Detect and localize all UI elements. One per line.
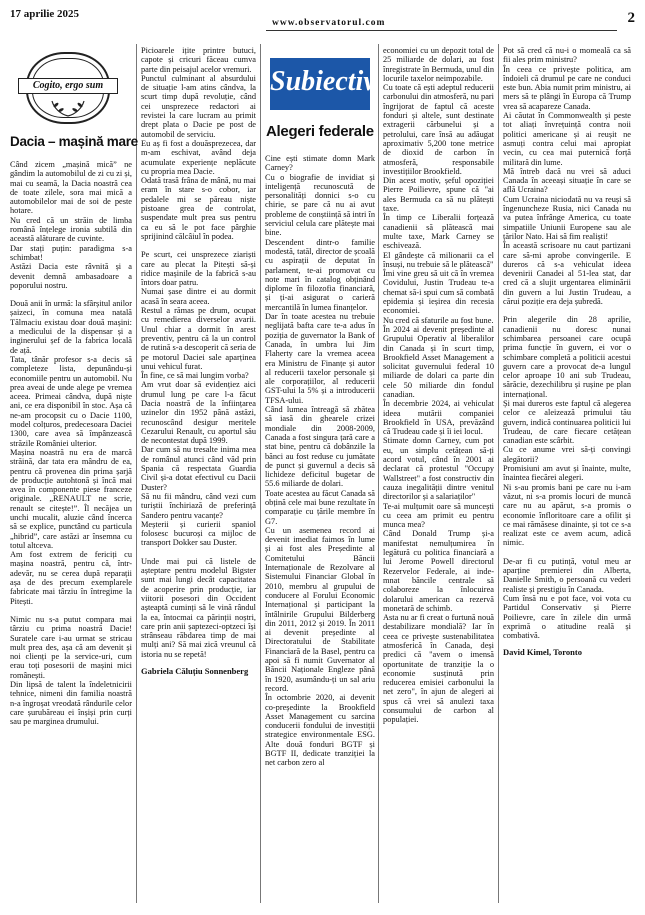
section-logo-text: Subiectiv — [270, 66, 376, 97]
article2-column-3 — [503, 46, 631, 904]
paragraph: Din lipsă de talent la îndeletnicirii tehnice, nimeni din familia noastră n-a îngroșat vreodată rândurile celor care șurubăreau ei înșiși prin curți sau pe marginea drumului. — [10, 680, 132, 727]
paragraph: În ceea ce privește politica, am îndoieli că drumul pe care ne conduci este bun. Abia numit prim ministru, ai mers să te plângi în Europa că Trump vrea să acapareze Canada. — [503, 64, 631, 111]
paragraph: Când lumea întreagă să zbătea să iasă din ghearele crizei mondiale din 2008-2009, Canada a fost singura țară care a stat bine, pentru că dobânzile la bănci au fost reduse cu jumătate de punct și guvernul a decis să lichideze deficitul bugetar de 55.6 miliarde de dolari. — [265, 405, 375, 489]
paragraph: Pot să cred că nu-i o momeală ca să fii ales prim ministru? — [503, 46, 631, 65]
paragraph: Numai șase dintre ei au dormit acasă în seara aceea. — [141, 287, 256, 306]
paragraph: Asta nu ar fi creat o furtună nouă destabilizare mondială? Iar în ceea ce privește sustenabilitatea atmosferică în Canada, deși predici că "avem o imensă oportunitate de tranziție la o economie susținută prin reducerea emisiei carbonului la net zero", în ajun de alegeri ai spus că vrei să anulezi taxa consumului de carbon al populației. — [383, 613, 494, 725]
article1-title: Dacia – mașină mare — [10, 134, 138, 149]
paragraph: Te-ai mulțumit oare să muncești cu ceea am primit eu pentru munca mea? — [383, 501, 494, 530]
article2-column-1 — [265, 154, 375, 904]
article1-column-1 — [10, 160, 132, 905]
paragraph: Promisiuni am avut și înainte, multe, înaintea fiecărei alegeri. — [503, 464, 631, 483]
paragraph: Am vrut doar să evidențiez aici drumul lung pe care l-a făcut Dacia noastră de la înființarea uzinelor din 1952 până astăzi, recunoscând desigur meritele Cezarului Renault, cu aportul său de necontestat după 1999. — [141, 380, 256, 446]
article2-column-2 — [383, 46, 494, 904]
header-rule — [266, 30, 617, 31]
paragraph: Cu ce anume vrei să-ți convingi alegătorii? — [503, 445, 631, 464]
column-logo-stamp — [26, 52, 110, 124]
paragraph: În această scrisoare nu caut partizani care să-mi aprobe convingerile. E dureros că s-a vehiculat ideea devenirii Canadei al 51-lea stat, dar cred că a slujit urgentarea eliminării din guvern a lui Justin Trudeau, a cărui poziție era deja șubredă. — [503, 241, 631, 307]
page-header — [10, 8, 635, 38]
paragraph: Dar cum să nu tresalte inima mea de românul atunci când văd prin Spania că respectata Guardia Civil și-a dotat efectivul cu Dacii Duster? — [141, 445, 256, 492]
paragraph: Din acest motiv, șeful opoziției Pierre Poilievre, spune că "ai ales Bermuda ca să nu plătești taxe. — [383, 176, 494, 214]
paragraph: Ni s-au promis bani pe care nu i-am văzut, ni s-a promis locuri de muncă care nu au apărut, s-a promis o economie înfloritoare care a ofilit și ce mai rămăsese dinainte, și tot ce s-a realizat este ce avem acum, adică nimic. — [503, 482, 631, 548]
paragraph: De-ar fi cu putință, votul meu ar aparține premierei din Alberta, Danielle Smith, o persoană cu vederi realiste și prestigiu în Canada. — [503, 556, 631, 594]
paragraph: În octombrie 2020, ai devenit co-președinte la Brookfield Asset Management cu sarcina conducerii fondului de investiții strategice environmentale ESG. Alte două fonduri BGTF și BGTF II, dedicate tranziției la net carbon zero al — [265, 693, 375, 768]
paragraph: Cum însă nu e pot face, voi vota cu Partidul Conservativ și Pierre Poilievre, care în zilele din urmă exprimă o atitudine reală și combativă. — [503, 593, 631, 641]
paragraph: economiei cu un depozit total de 25 miliarde de dolari, au fost înregistrate în Bermuda, unul din locurile taxelor neimpozabile. — [383, 46, 494, 83]
article1-author: Gabriela Căluțiu Sonnenberg — [141, 666, 249, 676]
article2-title: Alegeri federale — [266, 123, 374, 140]
paragraph: În fine, ce să mai lungim vorba? — [141, 371, 249, 381]
paragraph: Când Donald Trump și-a manifestat nemulțumirea în legătură cu politica financiară a lui Jerome Powell directorul Rezervelor Federale, ai inde-mnat băncile centrale să colaboreze la înlocuirea dolarului american ca rezervă monetară de schimb. — [383, 529, 494, 613]
paragraph: Cu toate că ești adeptul reducerii carbonului din atmosferă, nu pari îngrijorat de faptul că aceste fonduri și altele, sunt destinate extragerii cărbunelui și a petrolului, care însă au adăugat aproximativ 5,200 tone metrice de dioxid de carbon în atmosferă, responsabile investițiilor Brookfield. — [383, 83, 494, 176]
paragraph: În 2024 ai devenit președinte al Grupului Operativ al liberalilor din Canada și în scurt timp, Brookfield Asset Management a solicitat guvernului federal 10 miliarde de dolari ca parte din cele 50 miliarde din fondul canadian. — [383, 324, 494, 399]
paragraph: Restul a rămas pe drum, ocupat cu remedierea diverselor avarii. Unul chiar a dormit în arest preventiv, pentru că la un control de rutină s-a descoperit că seria de pe motorul Daciei sale aparținea unui vehicul furat. — [141, 306, 256, 371]
paragraph: Nu cred că sfaturile au fost bune. — [383, 315, 494, 325]
paragraph: Unde mai pui că listele de așteptare pentru modelul Bigster sunt mai lungi decât capacitatea de acoperire prin producție, iar viitorii posesori din Occident așteaptă cuminți să le vină rândul la ea, întocmai ca părinții noștri, care prin anii șaptezeci-optzeci își strânseau răbdarea timp de mai mulți ani? Să mai zică vreunul că istoria nu se repetă! — [141, 556, 256, 659]
paragraph: În timp ce Liberalii forțează canadienii să plătească mai multe taxe, Mark Carney se eschivează. — [383, 213, 494, 251]
paragraph: El gândește că milionarii ca el însuși, nu trebuie să le plătească" — [383, 250, 494, 269]
paragraph: Prin alegerile din 28 aprilie, canadienii nu doresc nunai schimbarea persoanei care ocupă prima funcție în guvern, ei vor o schimbare completă a politicii acestui guvern care a provocat de-a lungul celor aproape 10 ani sub Trudeau, sărăcie, dezechilibru și rușine pe plan internațional. — [503, 315, 631, 399]
article1-column-2 — [141, 46, 256, 904]
paragraph: Dar stați puțin: paradigma s-a schimbat! — [10, 243, 132, 262]
paragraph: Cu un asemenea record ai devenit imediat faimos în lume și ai fost ales Președinte al Comitetului Băncii Internaționale de Rezolvare al Sistemului Financiar Global în 2010, membru al grupului de conducere al Forului Economic Internațional și participant la întâlnirile Grupului Bilderberg din 2011, 2012 și 2019. În 2011 ai devenit președinte al Directoratului de Stabilitate Financiară de la Basel, pentru ca apoi să fi numit Guvernator al Băncii Naționale Engleze până în 1920, asumându-ți un sal ariu record. — [265, 525, 375, 693]
paragraph: Punctul culminant al absurdului de situație l-am atins cândva, la scurt timp după revoluție, când cei unsprezece redactori ai revistei la care lucram au primit drept plata o Dacie pe post de automobil de serviciu. — [141, 73, 256, 139]
paragraph: Cum Ucraina niciodată nu va reuși să îngenuncheze Rusia, nici Canada nu va putea înfrânge America, cu toate simpatiile Uniunii Europene sau ale țărilor Nato. Hai să fim realiști! — [503, 194, 631, 241]
paragraph: Tata, tânăr profesor s-a decis să completeze lista, depunându-și economiile pentru un automobil. Nu prea aveai de unde alege pe vremea aceea. Primeai cândva, după niște ani, ce era disponibil în stoc. Așa că ne-am procopsit cu o Dacie 1100, model colțuros, predecesoara Daciei 1300, care avea să împânzească străzile României ulterior. — [10, 354, 132, 448]
laurel-icon — [48, 98, 88, 118]
section-logo-subiectiv — [270, 58, 376, 110]
paragraph: Când zicem „mașină mică” ne gândim la automobilul de zi cu zi și, mai cu seamă, la Dacia noastră cea de toate zilele, sora mai mică a automobilelor mai de soi de peste hotare. — [10, 160, 132, 216]
paragraph: Și mai dureros este faptul că alegerea celor ce aleizează primului tău guvern, indică continuarea politicii lui Trudeau, de care fiecare cetățean canadian este scârbit. — [503, 398, 631, 446]
paragraph: Nu cred că un străin de limba română înțelege ironia subtilă din această alăturare de cuvinte. — [10, 215, 132, 244]
paragraph: Dar în toate acestea nu trebuie neglijată bafta care te-a adus în poziția de guvernator la Bank of Canada, în umbra lui Jim Flaherty care la vremea aceea era Ministru de Finanțe și autor al reducerii taxelor personale și ale corporațiilor, al reducerii GST-ului la 5% și a introducerii TFSA-ului. — [265, 312, 375, 405]
paragraph: Îmi vine greu să uit că în vremea Covidului, Justin Trudeau te-a chemat să-i spui cum să combată epidemia și ieșirea din recesia economiei. — [383, 269, 494, 316]
paragraph: Meșterii și curierii spaniol folosesc bucuroși ca mijloc de transport Dokker sau Duster. — [141, 519, 256, 548]
paragraph: Descendent dintr-o familie modestă, tatăl, director de școală cu aspirații de deputat în parlament, te-ai promovat cu note mari în catalog obținând diplome în filozofia financiară, și ți-ai asigurat o carieră mercantilă în lumea finanțelor. — [265, 237, 375, 312]
column-divider — [378, 44, 379, 903]
paragraph: Nimic nu s-a putut compara mai târziu cu prima noastră Dacie! Suratele care i-au urmat se stricau mult prea des, așa că am devenit și noi clienți pe la service-uri, cum erau toți posesorii de mașini mici românești. — [10, 614, 132, 680]
paragraph: Ai căutat în Commonwealth și peste tot aliați învrețuință contra noii politici americane și ai reușit ne asmuți contra celui mai apropiat vecin, cu cea mai puternică forță militară din lume. — [503, 111, 631, 167]
article2-author: David Kimel, Toronto — [503, 647, 582, 658]
paragraph: Am fost extrem de fericiți cu mașina noastră, pentru că, într-adevăr, nu se cerea după reparații așa de des precum exemplarele fabricate mai târziu în întregime la Pitești. — [10, 550, 132, 606]
paragraph: Mașina noastră nu era de marcă străină, dar tata era mândru de ea, pentru că provenea din prima șarjă de producție autohtonă și încă mai avea în componente piese franceze originale. „RENAULT ne scrie, renault se citește!”. Îl necăjea un unchi mucalit, aluzie când încerca să se explice, punctând cu particula „hibrid”, care astăzi ar însemna cu totul altceva. — [10, 447, 132, 550]
column-divider — [260, 44, 261, 903]
paragraph: Toate acestea au făcut Canada să obțină cele mai bune rezultate în comparație cu țările membre în G7. — [265, 488, 375, 526]
paragraph: În decembrie 2024, ai vehiculat ideea mutării companiei Brookfield în USA, prevăzând că Trudeau cade și îi iei locul. — [383, 399, 494, 437]
paragraph: Eu aș fi fost a douăsprezecea, dar m-am eschivat, având deja acumulate experiențe neplăcute cu propria mea Dacie. — [141, 138, 256, 176]
paragraph: Cine ești stimate domn Mark Carney? — [265, 154, 375, 173]
paragraph: Mă întreb dacă nu vrei să aduci Canada în aceeași situație în care se află Ucraina? — [503, 166, 631, 195]
paragraph: Să nu fii mândru, când vezi cum turiștii închiriază de preferință Sandero pentru vacanțe? — [141, 491, 256, 520]
issue-date: 17 aprilie 2025 — [10, 8, 80, 20]
column-divider — [498, 44, 499, 903]
paragraph: Cu o biografie de invidiat și inteligență recunoscută de personalități donnici s-o cu chirie, se pare că nu ai avut probleme de conștiință să intri în serviciul celula care plătește mai bine. — [265, 172, 375, 238]
stamp-ribbon: Cogito, ergo sum — [18, 78, 118, 94]
page-number: 2 — [627, 10, 635, 26]
paragraph: Picioarele ițite printre butuci, capote și cricuri făceau cumva parte din peisajul acelor vremuri. — [141, 46, 256, 74]
website-link[interactable]: www.observatorul.com — [272, 18, 386, 28]
paragraph: Stimate domn Carney, cum pot eu, un simplu cetățean să-ți acord votul, când în 2001 ai declarat că protestul "Occupy Wallstreet" a fost constructiv din cauza inegalității dintre venitul directorilor și a salariaților" — [383, 436, 494, 502]
column-divider — [136, 44, 137, 903]
paragraph: Odată trasă frâna de mână, nu mai eram în stare s-o cobor, iar pedalele mi se păreau niște pistoane grea de controlat, suspendate mult prea sus pentru ca eu să le pot face pârghie sprijinind călcâiul în podea. — [141, 176, 256, 241]
paragraph: Două anii în urmă: la sfârșitul anilor șaizeci, în comuna mea natală Tălmaciu existau doar două mașini: a medicului de la dispensar și a inginerului șef de la fabrica locală de ață. — [10, 299, 132, 355]
paragraph: Pe scurt, cei unsprezece ziariști care au plecat la Pitești să-și ridice mașinile de la fabrică s-au întors doar patru. — [141, 250, 256, 288]
paragraph: Astăzi Dacia este râvnită și a devenit demnă ambasadoare a poporului nostru. — [10, 262, 132, 290]
